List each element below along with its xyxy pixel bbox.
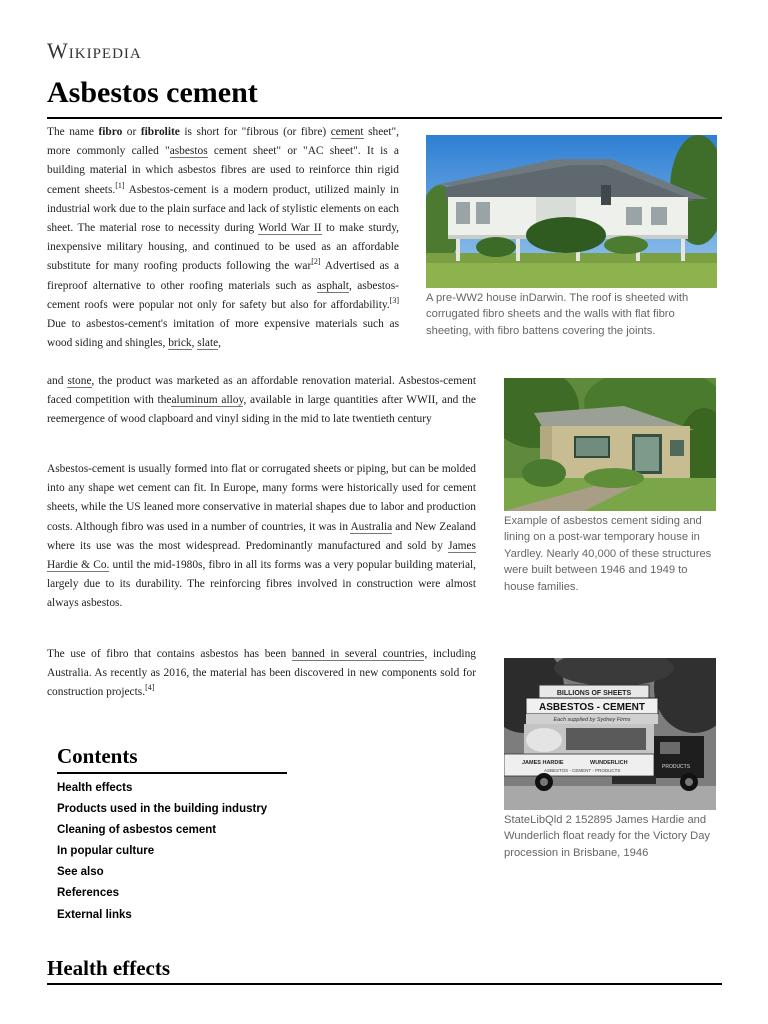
float-side-hardie: JAMES HARDIE — [522, 760, 564, 766]
toc-item-references[interactable]: References — [57, 887, 120, 900]
wikipedia-wordmark[interactable]: Wikipedia — [47, 38, 142, 63]
link-asphalt[interactable]: asphalt — [316, 279, 349, 292]
paragraph-forms: Asbestos-cement is usually formed into flat or corrugated sheets or piping, but can be molded into any shape wet cement can fit. In Europe, many forms were historically used for cement sheets, while the US leaned more conservative in material shapes due to labor and production costs. Although fibro was used in a number of countries, it was in Australia and New Zealand where its use was the most widespread. Predominantly manufactured and sold by James Hardie & Co. until the mid-1980s, fibro in all its forms was a very popular building material, largely due to its durability. The reinforcing fibres involved in construction were almost always asbestos. — [47, 463, 477, 610]
link-banned-countries[interactable]: banned in several countries — [291, 648, 425, 660]
float-top-banner: BILLIONS OF SHEETS — [556, 690, 632, 697]
link-slate[interactable]: slate — [197, 337, 219, 350]
caption-yardley-house: Example of asbestos cement siding and lining on a post-war temporary house in Yardley. Nearly 40,000 of these structures were built between 1946 and 1949 to house families. — [504, 515, 712, 593]
term-fibro: fibro — [98, 126, 123, 138]
figure-darwin-house — [426, 135, 722, 339]
section-heading-health-effects: Health effects — [47, 956, 171, 980]
ref-1[interactable]: [1] — [115, 180, 125, 190]
intro-paragraph-continued: and stone, the product was marketed as an affordable renovation material. Asbestos-cement faced competition with thealuminum alloy, available in large quantities after WWII, and the reemergence of wood clapboard and vinyl siding in the mid to late twentieth century — [47, 375, 477, 426]
link-asbestos[interactable]: asbestos — [169, 145, 208, 158]
link-cement[interactable]: cement — [330, 126, 364, 138]
figure-victory-float — [504, 658, 718, 861]
figure-yardley-house — [504, 378, 718, 595]
section-divider — [47, 983, 722, 985]
link-brick[interactable]: brick — [168, 337, 192, 350]
title-divider — [47, 117, 722, 119]
caption-victory-float: StateLibQld 2 152895 James Hardie and Wunderlich float ready for the Victory Day procession in Brisbane, 1946 — [504, 814, 711, 859]
intro-paragraph: The name fibro or fibrolite is short for "fibrous (or fibre) cement sheet", more commonly called "asbestos cement sheet" or "AC sheet". It is a building material in which asbestos fibres are used to reinforce thin rigid cement sheets.[1] Asbestos-cement is a modern product, utilized mainly in industrial work due to the plain surface and lack of stylistic elements on each sheet. The material rose to necessity during World War II to make sturdy, inexpensive military housing, and continued to be used as an affordable substitute for many roofing products following the war[2] Advertised as a fireproof alternative to other roofing materials such as asphalt, asbestos-cement roofs were popular not only for safety but also for affordability.[3] Due to asbestos-cement's imitation of more expensive materials such as wood siding and shingles, brick, slate, — [47, 126, 400, 350]
image-victory-float[interactable] — [504, 658, 716, 810]
toc-item-health-effects[interactable]: Health effects — [57, 782, 133, 794]
link-world-war-ii[interactable]: World War II — [258, 222, 322, 235]
float-side-wunderlich: WUNDERLICH — [590, 760, 628, 766]
float-sub-sign: Each supplied by Sydney Firms — [553, 717, 631, 723]
toc-heading: Contents — [57, 744, 138, 768]
ref-3[interactable]: [3] — [389, 296, 399, 306]
toc-item-cleaning[interactable]: Cleaning of asbestos cement — [57, 824, 217, 837]
caption-darwin-house: A pre-WW2 house inDarwin. The roof is sheeted with corrugated fibro sheets and the walls with flat fibro sheeting, with fibro battens covering the joints. — [426, 292, 689, 337]
paragraph-ban: The use of fibro that contains asbestos has been banned in several countries, including Australia. As recently as 2016, the material has been discovered in new components sold for construction projects.[4] — [47, 648, 476, 699]
link-stone[interactable]: stone — [67, 375, 92, 387]
image-yardley-house[interactable] — [504, 378, 716, 511]
term-fibrolite: fibrolite — [140, 126, 180, 138]
ref-4[interactable]: [4] — [145, 683, 155, 693]
ref-2[interactable]: [2] — [311, 257, 321, 267]
image-darwin-house[interactable] — [426, 135, 717, 288]
float-side-products: ASBESTOS - CEMENT - PRODUCTS — [544, 768, 621, 773]
page-title: Asbestos cement — [47, 76, 258, 109]
link-australia[interactable]: Australia — [350, 520, 393, 533]
toc-item-products[interactable]: Products used in the building industry — [57, 803, 268, 816]
float-main-sign: ASBESTOS - CEMENT — [539, 702, 645, 713]
link-james-hardie[interactable]: James Hardie & Co. — [47, 539, 476, 572]
float-cab-label: PRODUCTS — [662, 764, 691, 770]
link-aluminum-alloy[interactable]: aluminum alloy — [171, 394, 244, 407]
toc-item-popular-culture[interactable]: In popular culture — [57, 845, 155, 858]
toc-item-see-also[interactable]: See also — [57, 866, 104, 879]
toc-item-external-links[interactable]: External links — [57, 908, 132, 921]
toc-list — [57, 778, 267, 926]
toc-divider — [57, 772, 287, 774]
